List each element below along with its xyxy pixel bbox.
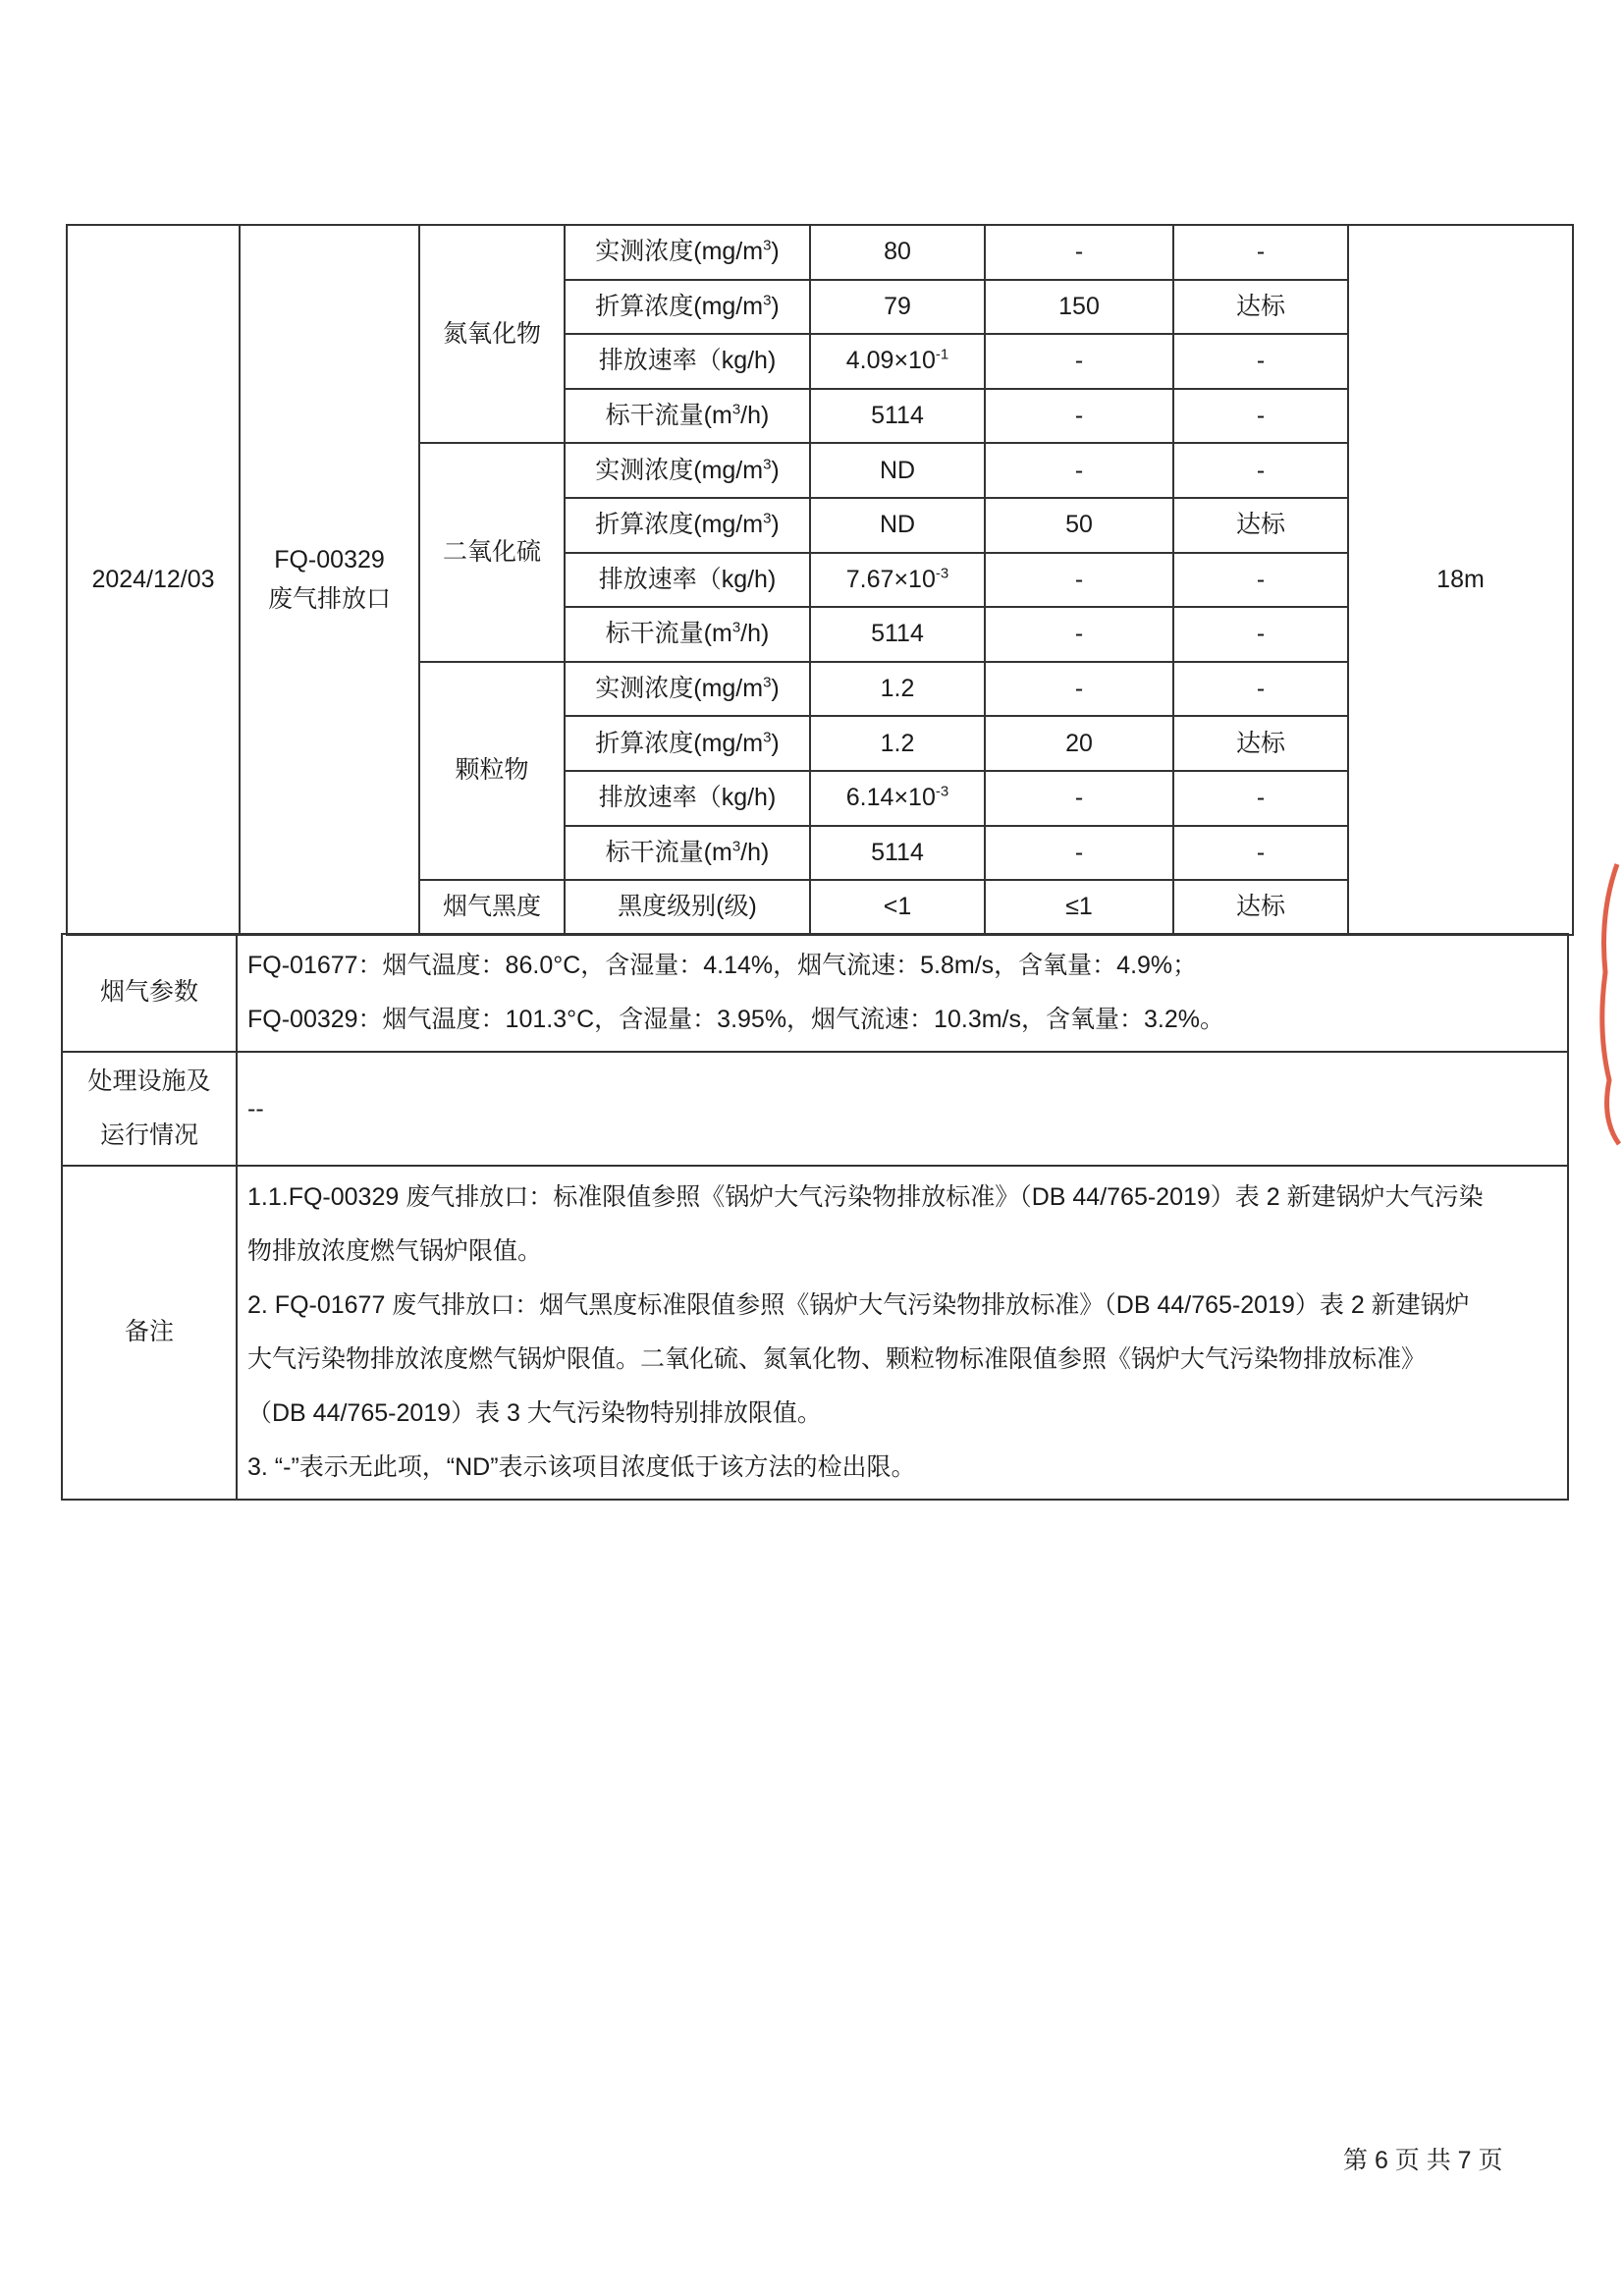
measure-value [810, 498, 985, 553]
measure-item-tail: ) [771, 729, 780, 757]
measure-item-text: 排放速率（kg/h) [598, 565, 777, 593]
measure-item-text: 标干流量(m [605, 401, 732, 429]
smoke-value: <1 [810, 880, 985, 935]
measure-limit: 50 [985, 498, 1173, 553]
measure-value-text: ND [879, 511, 916, 539]
measure-value [810, 443, 985, 498]
measure-limit: - [985, 607, 1173, 662]
smoke-limit: ≤1 [985, 880, 1173, 935]
measure-item [565, 443, 810, 498]
measure-item [565, 826, 810, 881]
measure-value-text: 4.09×10 [845, 347, 936, 375]
measure-value [810, 826, 985, 881]
measure-result: - [1173, 443, 1348, 498]
measure-limit: - [985, 443, 1173, 498]
measure-item-text: 折算浓度(mg/m [595, 729, 764, 757]
smoke-result: 达标 [1173, 880, 1348, 935]
measure-value [810, 662, 985, 717]
measure-item-tail: ) [771, 238, 780, 266]
measure-item [565, 334, 810, 389]
measure-item-tail: ) [771, 674, 780, 702]
measure-value [810, 389, 985, 444]
measure-item [565, 607, 810, 662]
pollutant-name: 颗粒物 [419, 662, 565, 880]
measure-limit: - [985, 334, 1173, 389]
results-table [66, 224, 1574, 936]
measure-limit: 150 [985, 280, 1173, 335]
smoke-item: 黑度级别(级) [565, 880, 810, 935]
params-line-2: FQ-00329：烟气温度：101.3°C，含湿量：3.95%，烟气流速：10.3m/s，含氧量：3.2%。 [247, 1006, 1224, 1033]
facility-row [62, 1052, 1568, 1166]
measure-result: 达标 [1173, 280, 1348, 335]
measure-item [565, 225, 810, 280]
measure-value-text: 1.2 [880, 729, 915, 757]
facility-label-line-2: 运行情况 [99, 1121, 198, 1149]
params-content [237, 934, 1568, 1052]
measure-result: - [1173, 662, 1348, 717]
facility-label-line-1: 处理设施及 [87, 1067, 211, 1095]
sample-date: 2024/12/03 [67, 225, 240, 935]
measure-value [810, 225, 985, 280]
measure-value-text: 5114 [871, 401, 924, 429]
measure-value-text: 5114 [871, 838, 924, 866]
facility-label [62, 1052, 237, 1166]
measure-limit: - [985, 771, 1173, 826]
measure-item [565, 771, 810, 826]
facility-value: -- [237, 1052, 1568, 1166]
measure-limit: - [985, 225, 1173, 280]
measure-item-text: 排放速率（kg/h) [598, 784, 777, 812]
note-2-line-1: 2. FQ-01677 废气排放口：烟气黑度标准限值参照《锅炉大气污染物排放标准》（DB 44/765-2019）表 2 新建锅炉 [247, 1291, 1470, 1319]
measure-item-tail: /h) [740, 620, 770, 648]
measure-value-text: 7.67×10 [845, 565, 936, 593]
superscript: 3 [763, 292, 772, 309]
measure-limit: - [985, 553, 1173, 608]
measure-item-text: 实测浓度(mg/m [595, 456, 764, 484]
outlet-code: FQ-00329 [274, 546, 385, 574]
measure-limit: - [985, 389, 1173, 444]
measure-limit: 20 [985, 716, 1173, 771]
outlet-label: 废气排放口 [267, 585, 391, 614]
measure-item-tail: /h) [740, 401, 770, 429]
measure-result: 达标 [1173, 716, 1348, 771]
measure-item [565, 716, 810, 771]
red-seal-fragment [1596, 854, 1623, 1149]
measure-item-text: 标干流量(m [605, 620, 732, 648]
superscript: 3 [763, 729, 772, 746]
note-3: 3. “-”表示无此项，“ND”表示该项目浓度低于该方法的检出限。 [247, 1453, 916, 1481]
measure-value [810, 334, 985, 389]
measure-result: - [1173, 389, 1348, 444]
params-line-1: FQ-01677：烟气温度：86.0°C，含湿量：4.14%，烟气流速：5.8m/s，含氧量：4.9%； [247, 952, 1198, 979]
superscript: 3 [731, 838, 741, 855]
table-row [67, 225, 1573, 280]
measure-result: - [1173, 334, 1348, 389]
measure-item-text: 折算浓度(mg/m [595, 511, 764, 539]
pollutant-name: 氮氧化物 [419, 225, 565, 443]
params-label: 烟气参数 [62, 934, 237, 1052]
measure-item-tail: ) [771, 292, 780, 320]
measure-result: - [1173, 826, 1348, 881]
measure-value-text: 80 [884, 238, 911, 266]
measure-limit: - [985, 826, 1173, 881]
superscript: 3 [763, 510, 772, 527]
note-2-line-2: 大气污染物排放浓度燃气锅炉限值。二氧化硫、氮氧化物、颗粒物标准限值参照《锅炉大气污染物排放标准》 [247, 1345, 1427, 1373]
notes-content [237, 1166, 1568, 1500]
measure-value-text: ND [879, 456, 916, 484]
measure-value-text: 79 [884, 292, 911, 320]
params-row [62, 934, 1568, 1052]
measure-value [810, 553, 985, 608]
measure-value-text: 1.2 [880, 674, 915, 702]
measure-result: - [1173, 607, 1348, 662]
measure-item-text: 排放速率（kg/h) [598, 347, 777, 375]
measure-result: - [1173, 225, 1348, 280]
measure-item-tail: /h) [740, 838, 770, 866]
superscript: 3 [763, 674, 772, 691]
pollutant-name: 二氧化硫 [419, 443, 565, 661]
superscript: 3 [731, 401, 741, 418]
measure-item-tail: ) [771, 511, 780, 539]
measure-value [810, 607, 985, 662]
note-1-line-1: 1.1.FQ-00329 废气排放口：标准限值参照《锅炉大气污染物排放标准》（DB 44/765-2019）表 2 新建锅炉大气污染 [247, 1183, 1484, 1211]
note-1-line-2: 物排放浓度燃气锅炉限值。 [247, 1237, 543, 1265]
measure-value [810, 716, 985, 771]
summary-table [61, 933, 1569, 1501]
measure-item [565, 389, 810, 444]
outlet-name [240, 225, 419, 935]
measure-value [810, 280, 985, 335]
superscript: 3 [763, 237, 772, 254]
measure-item [565, 662, 810, 717]
measure-item-tail: ) [771, 456, 780, 484]
note-2-line-3: （DB 44/765-2019）表 3 大气污染物特别排放限值。 [247, 1399, 822, 1427]
measure-result: - [1173, 771, 1348, 826]
superscript: 3 [763, 456, 772, 473]
measure-item [565, 553, 810, 608]
measure-item-text: 标干流量(m [605, 838, 732, 866]
notes-row [62, 1166, 1568, 1500]
measure-value-text: 6.14×10 [845, 784, 936, 812]
measure-item-text: 实测浓度(mg/m [595, 238, 764, 266]
exponent: -3 [935, 783, 949, 800]
exponent: -3 [935, 565, 949, 582]
notes-label: 备注 [62, 1166, 237, 1500]
page-number: 第 6 页 共 7 页 [1343, 2147, 1503, 2174]
measure-value [810, 771, 985, 826]
measure-result: 达标 [1173, 498, 1348, 553]
measure-limit: - [985, 662, 1173, 717]
smoke-pollutant: 烟气黑度 [419, 880, 565, 935]
measure-item-text: 实测浓度(mg/m [595, 674, 764, 702]
superscript: 3 [731, 620, 741, 636]
measure-item [565, 280, 810, 335]
exponent: -1 [935, 347, 949, 364]
measure-item-text: 折算浓度(mg/m [595, 292, 764, 320]
measure-value-text: 5114 [871, 620, 924, 648]
stack-height: 18m [1348, 225, 1573, 935]
measure-item [565, 498, 810, 553]
measure-result: - [1173, 553, 1348, 608]
